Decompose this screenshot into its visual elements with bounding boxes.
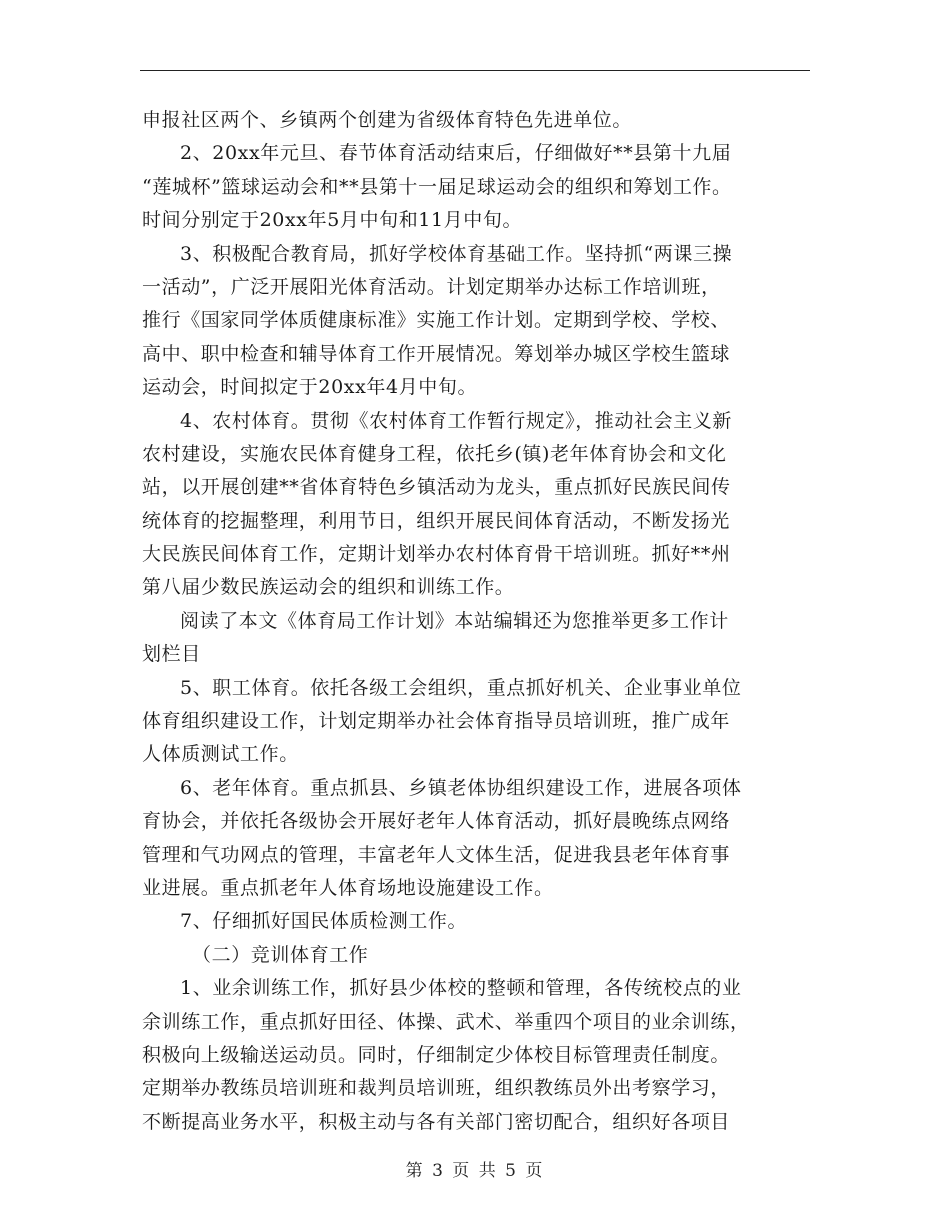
text-line: 3、积极配合教育局，抓好学校体育基础工作。坚持抓“两课三操	[180, 242, 733, 265]
text-line: 1、业余训练工作，抓好县少体校的整顿和管理，各传统校点的业	[180, 977, 742, 1000]
text-line: 农村建设，实施农民体育健身工程，依托乡(镇)老年体育协会和文化	[142, 442, 727, 465]
text-line: “莲城杯”篮球运动会和**县第十一届足球运动会的组织和筹划工作。	[142, 175, 732, 198]
text-line: 7、仔细抓好国民体质检测工作。	[180, 910, 468, 933]
text-line: 推行《国家同学体质健康标准》实施工作计划。定期到学校、学校、	[142, 309, 731, 332]
text-line: 2、20xx年元旦、春节体育活动结束后，仔细做好**县第十九届	[180, 142, 732, 165]
text-line: 4、农村体育。贯彻《农村体育工作暂行规定》，推动社会主义新	[180, 409, 732, 432]
text-line: 第八届少数民族运动会的组织和训练工作。	[142, 576, 515, 599]
text-line: 人体质测试工作。	[142, 743, 299, 766]
text-line: 定期举办教练员培训班和裁判员培训班，组织教练员外出考察学习，	[142, 1077, 731, 1100]
text-line: 运动会，时间拟定于20xx年4月中旬。	[142, 376, 478, 399]
text-line: 高中、职中检查和辅导体育工作开展情况。筹划举办城区学校生篮球	[142, 342, 731, 365]
page-number: 第 3 页 共 5 页	[405, 1161, 545, 1181]
text-line: 5、职工体育。依托各级工会组织，重点抓好机关、企业事业单位	[180, 676, 742, 699]
text-line: 站，以开展创建**省体育特色乡镇活动为龙头，重点抓好民族民间传	[142, 476, 731, 499]
text-line: 阅读了本文《体育局工作计划》本站编辑还为您推举更多工作计	[180, 609, 729, 632]
text-line: 业进展。重点抓老年人体育场地设施建设工作。	[142, 876, 554, 899]
document-body	[142, 104, 812, 1139]
text-line: 统体育的挖掘整理，利用节日，组织开展民间体育活动，不断发扬光	[142, 509, 731, 532]
text-line: 体育组织建设工作，计划定期举办社会体育指导员培训班，推广成年	[142, 710, 731, 733]
text-line: 积极向上级输送运动员。同时，仔细制定少体校目标管理责任制度。	[142, 1043, 731, 1066]
text-line: 余训练工作，重点抓好田径、体操、武术、举重四个项目的业余训练，	[142, 1010, 750, 1033]
text-line: 不断提高业务水平，积极主动与各有关部门密切配合，组织好各项目	[142, 1110, 731, 1133]
text-line: 大民族民间体育工作，定期计划举办农村体育骨干培训班。抓好**州	[142, 543, 731, 566]
text-line: 申报社区两个、乡镇两个创建为省级体育特色先进单位。	[142, 109, 633, 131]
text-line: 管理和气功网点的管理，丰富老年人文体生活，促进我县老年体育事	[142, 843, 731, 866]
text-line: 一活动”，广泛开展阳光体育活动。计划定期举办达标工作培训班，	[142, 275, 721, 298]
header-rule	[140, 70, 810, 71]
section-heading: （二）竞训体育工作	[192, 943, 369, 966]
text-line: 6、老年体育。重点抓县、乡镇老体协组织建设工作，进展各项体	[180, 776, 742, 799]
text-line: 划栏目	[142, 643, 201, 666]
text-line: 育协会，并依托各级协会开展好老年人体育活动，抓好晨晚练点网络	[142, 810, 731, 833]
text-line: 时间分别定于20xx年5月中旬和11月中旬。	[142, 209, 523, 232]
